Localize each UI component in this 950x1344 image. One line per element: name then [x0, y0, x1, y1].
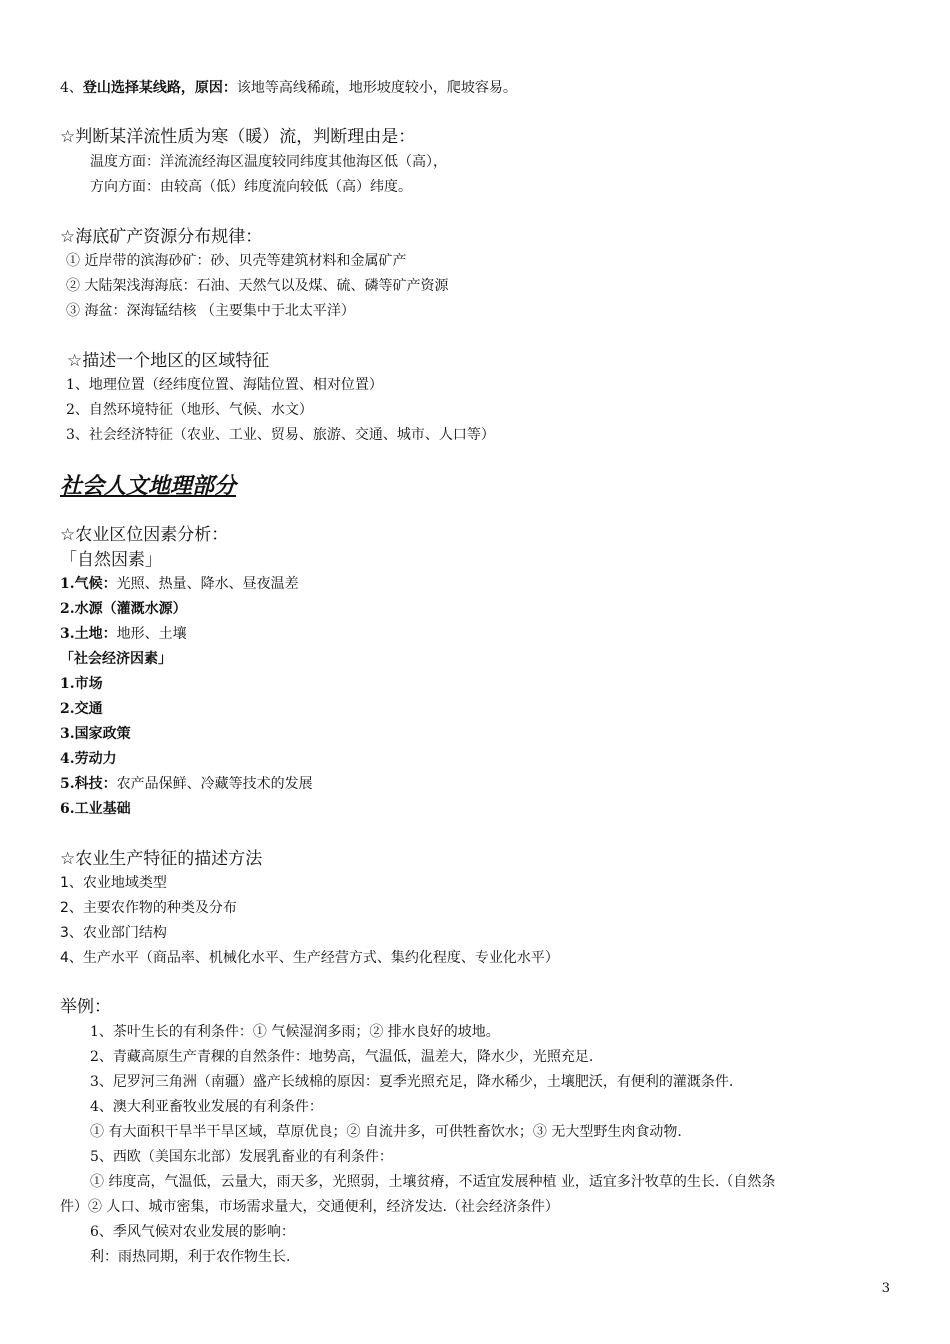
seabed-heading: ☆海底矿产资源分布规律： [60, 227, 263, 247]
seabed-line-2: ② 大陆架浅海海底：石油、天然气以及煤、硫、磷等矿产资源 [66, 278, 449, 294]
social-factor-3 [60, 724, 131, 744]
item-4-number: 4、 [60, 80, 83, 96]
seabed-line-1: ① 近岸带的滨海砂矿：砂、贝壳等建筑材料和金属矿产 [66, 253, 407, 269]
item-4-text: 该地等高线稀疏，地形坡度较小，爬坡容易。 [236, 80, 517, 96]
social-factors-label: 「社会经济因素」 [60, 651, 172, 667]
agri-features-line-3: 3、农业部门结构 [60, 925, 167, 941]
agri-features-heading: ☆农业生产特征的描述方法 [60, 849, 263, 869]
section-title: 社会人文地理部分 [60, 473, 237, 499]
social-factor-1-label: 1.市场 [60, 676, 103, 692]
natural-factors-label: 「自然因素」 [60, 550, 162, 570]
social-factor-5-label: 5.科技： [60, 776, 117, 792]
social-factor-2 [60, 699, 103, 719]
region-line-3: 3、社会经济特征（农业、工业、贸易、旅游、交通、城市、人口等） [66, 427, 495, 443]
region-heading: ☆描述一个地区的区域特征 [67, 351, 270, 371]
natural-factor-3 [60, 624, 187, 644]
agri-location-heading: ☆农业区位因素分析： [60, 525, 229, 545]
social-factor-5-text: 农产品保鲜、冷藏等技术的发展 [116, 776, 313, 792]
example-line-9: 6、季风气候对农业发展的影响： [90, 1224, 295, 1240]
example-line-6: 5、西欧（美国东北部）发展乳畜业的有利条件： [90, 1149, 393, 1165]
item-4-label: 登山选择某线路，原因： [82, 80, 237, 96]
social-factor-6 [60, 799, 131, 819]
social-factor-4-label: 4.劳动力 [60, 751, 117, 767]
social-factor-3-label: 3.国家政策 [60, 726, 131, 742]
social-factor-5 [60, 774, 313, 794]
agri-features-line-2: 2、主要农作物的种类及分布 [60, 900, 237, 916]
social-factor-2-label: 2.交通 [60, 701, 103, 717]
current-line-1: 温度方面：洋流流经海区温度较同纬度其他海区低（高）， [90, 154, 447, 170]
example-line-8: 件）② 人口、城市密集，市场需求量大，交通便利，经济发达.（社会经济条件） [60, 1199, 559, 1215]
example-line-2: 2、青藏高原生产青稞的自然条件：地势高，气温低，温差大，降水少，光照充足. [90, 1049, 594, 1065]
natural-factor-3-label: 3.土地： [60, 626, 117, 642]
current-heading: ☆判断某洋流性质为寒（暖）流，判断理由是： [60, 127, 416, 147]
agri-features-line-4: 4、生产水平（商品率、机械化水平、生产经营方式、集约化程度、专业化水平） [60, 950, 559, 966]
social-factor-4 [60, 749, 117, 769]
social-factor-1 [60, 674, 103, 694]
examples-heading: 举例： [60, 997, 111, 1017]
agri-features-line-1: 1、农业地域类型 [60, 875, 167, 891]
natural-factor-3-text: 地形、土壤 [116, 626, 187, 642]
item-4-line [60, 78, 517, 98]
natural-factor-2-label: 2.水源（灌溉水源） [60, 601, 187, 617]
example-line-4: 4、澳大利亚畜牧业发展的有利条件： [90, 1099, 323, 1115]
region-line-1: 1、地理位置（经纬度位置、海陆位置、相对位置） [66, 377, 383, 393]
current-line-2: 方向方面：由较高（低）纬度流向较低（高）纬度。 [90, 179, 412, 195]
example-line-3: 3、尼罗河三角洲（南疆）盛产长绒棉的原因：夏季光照充足，降水稀少，土壤肥沃，有便利的灌溉条件. [90, 1074, 734, 1090]
example-line-5: ① 有大面积干旱半干旱区域，草原优良；② 自流井多，可供牲畜饮水；③ 无大型野生肉食动物. [90, 1124, 682, 1140]
region-line-2: 2、自然环境特征（地形、气候、水文） [66, 402, 313, 418]
natural-factor-1 [60, 574, 299, 594]
natural-factor-2 [60, 599, 187, 619]
example-line-7: ① 纬度高，气温低，云量大，雨天多，光照弱，土壤贫瘠，不适宜发展种植 业，适宜多汁牧草的生长.（自然条 [90, 1174, 776, 1190]
natural-factor-1-text: 光照、热量、降水、昼夜温差 [116, 576, 299, 592]
example-line-10: 利：雨热同期，利于农作物生长. [90, 1249, 291, 1265]
page-number: 3 [881, 1281, 890, 1296]
seabed-line-3: ③ 海盆：深海锰结核 （主要集中于北太平洋） [66, 303, 355, 319]
example-line-1: 1、茶叶生长的有利条件：① 气候湿润多雨；② 排水良好的坡地。 [90, 1024, 500, 1040]
social-factor-6-label: 6.工业基础 [60, 801, 131, 817]
natural-factor-1-label: 1.气候： [60, 576, 117, 592]
